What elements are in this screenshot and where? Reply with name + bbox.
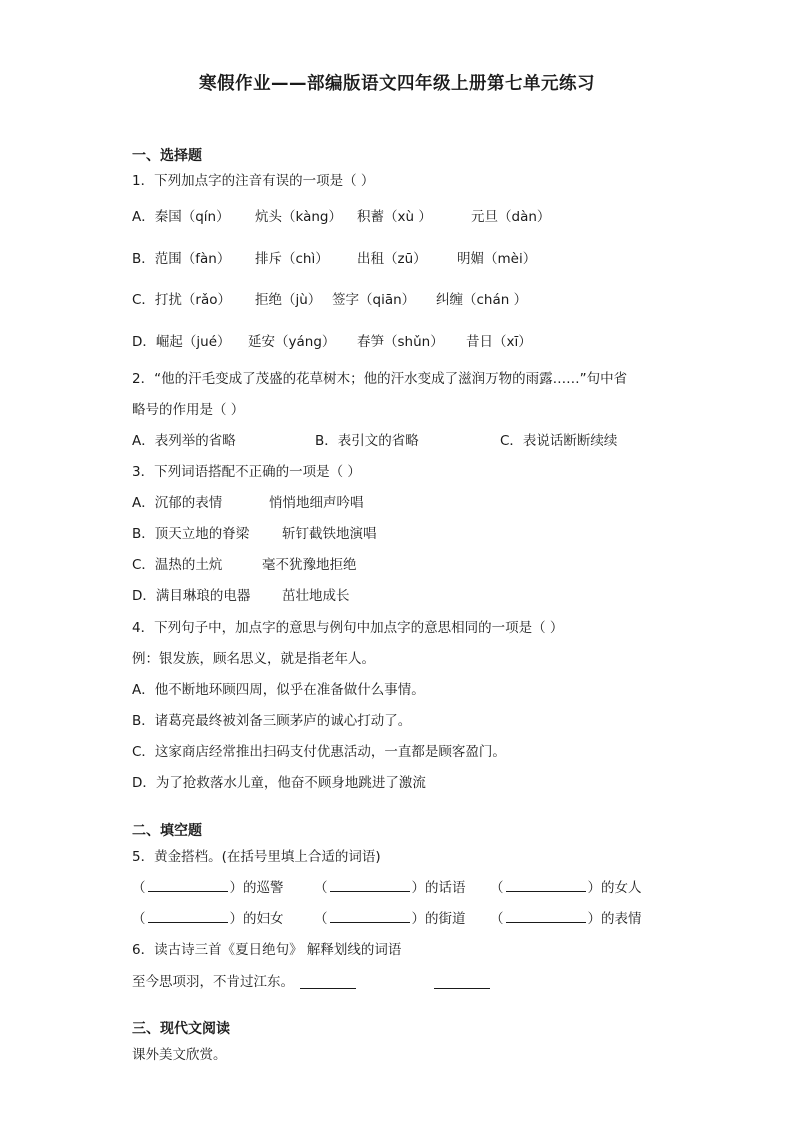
option-text: D．崛起（jué） xyxy=(132,334,231,350)
option-text: 出租（zū） xyxy=(357,251,427,267)
question-3-option-d xyxy=(132,587,532,605)
answer-blank[interactable] xyxy=(148,910,228,923)
option-text: 明媚（mèi） xyxy=(457,251,537,267)
question-3-option-b xyxy=(132,525,532,543)
option-text: B．顶天立地的脊梁 xyxy=(132,526,250,542)
question-3-option-c xyxy=(132,556,532,574)
question-5-row-1 xyxy=(132,879,652,897)
option-text: 元旦（dàn） xyxy=(471,209,551,225)
question-4-option-b: B．诸葛亮最终被刘备三顾茅庐的诚心打动了。 xyxy=(132,713,412,729)
fill-item: （ ）的巡警 xyxy=(132,880,284,896)
option-text: C．打扰（rǎo） xyxy=(132,292,232,308)
option-text: 春笋（shǔn） xyxy=(357,334,444,350)
section-heading-fill: 二、填空题 xyxy=(132,823,202,839)
option-text: 签字（qiān） xyxy=(332,292,416,308)
option-text: A．秦国（qín） xyxy=(132,209,230,225)
question-1-option-c xyxy=(132,291,672,309)
fill-item: （ ）的话语 xyxy=(314,880,466,896)
option-text: 拒绝（jù） xyxy=(255,292,322,308)
question-1-option-b xyxy=(132,250,672,268)
question-4-stem: 4．下列句子中，加点字的意思与例句中加点字的意思相同的一项是（ ） xyxy=(132,620,564,636)
answer-blank[interactable] xyxy=(330,910,410,923)
option-text: C．温热的土炕 xyxy=(132,557,223,573)
question-2-options xyxy=(132,432,672,450)
section-heading-reading: 三、现代文阅读 xyxy=(132,1021,230,1037)
option-text: C．表说话断断续续 xyxy=(500,433,618,449)
fill-item: （ ）的女人 xyxy=(490,880,642,896)
option-text: B．范围（fàn） xyxy=(132,251,231,267)
page-title: 寒假作业——部编版语文四年级上册第七单元练习 xyxy=(199,74,595,94)
question-3-stem: 3．下列词语搭配不正确的一项是（ ） xyxy=(132,464,361,480)
question-4-option-d: D．为了抢救落水儿童，他奋不顾身地跳进了激流 xyxy=(132,775,426,791)
fill-item: （ ）的街道 xyxy=(314,911,466,927)
option-text: 斩钉截铁地演唱 xyxy=(282,526,377,542)
answer-blank[interactable] xyxy=(434,975,490,989)
answer-blank[interactable] xyxy=(148,879,228,892)
answer-blank[interactable] xyxy=(506,910,586,923)
question-6-stem: 6．读古诗三首《夏日绝句》 解释划线的词语 xyxy=(132,942,402,958)
question-4-option-c: C．这家商店经常推出扫码支付优惠活动，一直都是顾客盈门。 xyxy=(132,744,506,760)
option-text: 积蓄（xù ） xyxy=(357,209,432,225)
question-4-option-a: A．他不断地环顾四周，似乎在准备做什么事情。 xyxy=(132,682,425,698)
question-1-stem: 1．下列加点字的注音有误的一项是（ ） xyxy=(132,173,375,189)
question-2-stem-cont: 略号的作用是（ ） xyxy=(132,402,245,418)
option-text: 昔日（xī） xyxy=(466,334,532,350)
question-2-stem: 2．“他的汗毛变成了茂盛的花草树木；他的汗水变成了滋润万物的雨露……”句中省 xyxy=(132,371,628,387)
option-text: 茁壮地成长 xyxy=(282,588,350,604)
question-3-option-a xyxy=(132,494,532,512)
option-text: A．表列举的省略 xyxy=(132,433,236,449)
option-text: 毫不犹豫地拒绝 xyxy=(262,557,357,573)
fill-item: （ ）的妇女 xyxy=(132,911,284,927)
option-text: 炕头（kàng） xyxy=(255,209,342,225)
answer-blank[interactable] xyxy=(330,879,410,892)
option-text: A．沉郁的表情 xyxy=(132,495,223,511)
answer-blank[interactable] xyxy=(506,879,586,892)
option-text: 排斥（chì） xyxy=(255,251,329,267)
question-6-poem-line xyxy=(132,973,532,991)
question-4-example: 例：银发族，顾名思义，就是指老年人。 xyxy=(132,651,375,667)
option-text: D．满目琳琅的电器 xyxy=(132,588,251,604)
option-text: B．表引文的省略 xyxy=(315,433,419,449)
section-heading-choice: 一、选择题 xyxy=(132,148,202,164)
question-1-option-d xyxy=(132,333,672,351)
option-text: 纠缠（chán ） xyxy=(436,292,528,308)
question-1-option-a xyxy=(132,208,672,226)
fill-item: （ ）的表情 xyxy=(490,911,642,927)
poem-text: 至今思项羽，不肯过江东。 xyxy=(132,974,294,990)
option-text: 延安（yáng） xyxy=(248,334,336,350)
reading-intro: 课外美文欣赏。 xyxy=(132,1047,227,1063)
option-text: 悄悄地细声吟唱 xyxy=(269,495,364,511)
question-5-row-2 xyxy=(132,910,652,928)
question-5-stem: 5．黄金搭档。(在括号里填上合适的词语) xyxy=(132,849,381,865)
answer-blank[interactable] xyxy=(300,975,356,989)
